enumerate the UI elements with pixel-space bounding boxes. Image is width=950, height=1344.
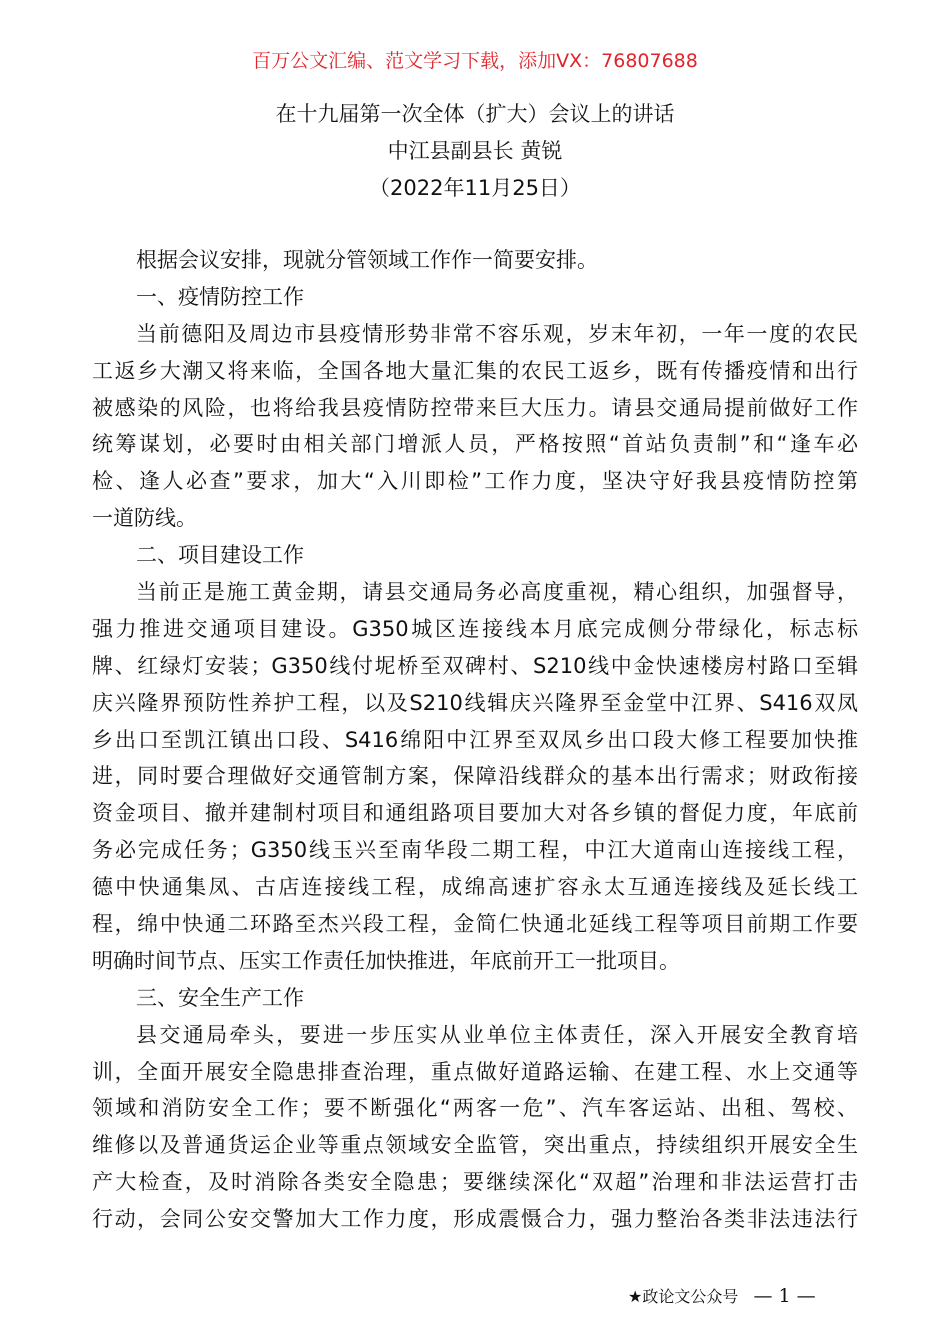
text-line: 资金项目、撤并建制村项目和通组路项目要加大对各乡镇的督促力度，年底前: [92, 801, 858, 826]
text-line: 当前正是施工黄金期，请县交通局务必高度重视，精心组织，加强督导，: [136, 580, 858, 605]
speaker-line: 中江县副县长 黄锐: [387, 139, 563, 163]
text-line: 务必完成任务；G350线玉兴至南华段二期工程，中江大道南山连接线工程，: [92, 838, 858, 863]
text-line: 统筹谋划，必要时由相关部门增派人员，严格按照“首站负责制”和“逢车必: [92, 432, 858, 457]
text-line: 明确时间节点、压实工作责任加快推进，年底前开工一批项目。: [92, 948, 680, 973]
text-line: 训，全面开展安全隐患排查治理，重点做好道路运输、在建工程、水上交通等: [92, 1059, 858, 1084]
text-line: 强力推进交通项目建设。G350城区连接线本月底完成侧分带绿化，标志标: [92, 616, 858, 641]
document-body: [92, 242, 858, 1238]
text-line: 工返乡大潮又将来临，全国各地大量汇集的农民工返乡，既有传播疫情和出行: [92, 358, 858, 383]
text-line: 一、疫情防控工作: [136, 284, 304, 309]
text-line: 德中快通集凤、古店连接线工程，成绵高速扩容永太互通连接线及延长线工: [92, 875, 858, 900]
footer-source: ★政论文公众号: [628, 1287, 739, 1306]
text-line: 乡出口至凯江镇出口段、S416绵阳中江界至双凤乡出口段大修工程要加快推: [92, 727, 858, 752]
text-line: 检、逢人必查”要求，加大“入川即检”工作力度，坚决守好我县疫情防控第: [92, 469, 858, 494]
document-title: 在十九届第一次全体（扩大）会议上的讲话: [275, 102, 675, 126]
text-line: 产大检查，及时消除各类安全隐患；要继续深化“双超”治理和非法运营打击: [92, 1170, 858, 1195]
text-line: 一道防线。: [92, 506, 197, 531]
text-line: 根据会议安排，现就分管领域工作作一简要安排。: [136, 248, 598, 272]
text-line: 行动，会同公安交警加大工作力度，形成震慑合力，强力整治各类非法违法行: [92, 1207, 858, 1232]
text-line: 领域和消防安全工作；要不断强化“两客一危”、汽车客运站、出租、驾校、: [92, 1096, 858, 1121]
text-line: 维修以及普通货运企业等重点领域安全监管，突出重点，持续组织开展安全生: [92, 1133, 858, 1158]
date-line: （2022年11月25日）: [369, 176, 581, 200]
text-line: 牌、红绿灯安装；G350线付坭桥至双碑村、S210线中金快速楼房村路口至辑: [92, 653, 858, 678]
page-footer: [628, 1284, 816, 1307]
watermark-banner: 百万公文汇编、范文学习下载，添加VX：76807688: [252, 50, 698, 72]
text-line: 二、项目建设工作: [136, 543, 304, 568]
text-line: 被感染的风险，也将给我县疫情防控带来巨大压力。请县交通局提前做好工作: [92, 395, 858, 420]
text-line: 县交通局牵头，要进一步压实从业单位主体责任，深入开展安全教育培: [136, 1022, 858, 1047]
page-number: — 1 —: [753, 1285, 816, 1307]
text-line: 三、安全生产工作: [136, 985, 304, 1010]
text-line: 进，同时要合理做好交通管制方案，保障沿线群众的基本出行需求；财政衔接: [92, 764, 858, 789]
text-line: 当前德阳及周边市县疫情形势非常不容乐观，岁末年初，一年一度的农民: [136, 321, 858, 346]
text-line: 程，绵中快通二环路至杰兴段工程，金简仁快通北延线工程等项目前期工作要: [92, 912, 858, 937]
text-line: 庆兴隆界预防性养护工程，以及S210线辑庆兴隆界至金堂中江界、S416双凤: [92, 690, 858, 715]
